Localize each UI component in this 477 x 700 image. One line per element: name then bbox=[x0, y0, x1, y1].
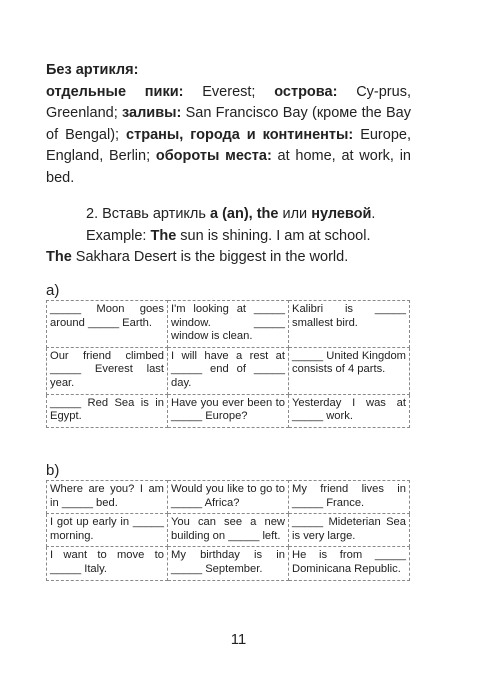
page-number: 11 bbox=[230, 631, 247, 648]
table-row bbox=[47, 394, 410, 427]
exercise-a-label: a) bbox=[46, 282, 60, 299]
exercise-b-label: b) bbox=[46, 462, 60, 479]
table-row bbox=[47, 547, 410, 580]
exercise-cell: _____ United Kingdom consists of 4 parts. bbox=[289, 347, 410, 394]
exercise-cell: Would you like to go to _____ Africa? bbox=[168, 481, 289, 514]
exercise-cell: Yesterday I was at _____ work. bbox=[289, 394, 410, 427]
rules-heading: Без артикля: bbox=[46, 62, 139, 78]
rule-label: страны, города и континенты: bbox=[126, 126, 354, 143]
task-example-cont bbox=[46, 247, 414, 269]
table-row bbox=[47, 514, 410, 547]
task-or: или bbox=[278, 206, 312, 222]
task-title bbox=[46, 204, 414, 226]
table-row bbox=[47, 481, 410, 514]
exercise-cell: _____ Red Sea is in Egypt. bbox=[47, 394, 168, 427]
exercise-cell: _____ Moon goes around _____ Earth. bbox=[47, 301, 168, 348]
task-example bbox=[46, 226, 414, 248]
exercise-a-table bbox=[46, 300, 410, 428]
rule-label: отдельные пики: bbox=[46, 83, 184, 100]
example-article: The bbox=[46, 249, 72, 265]
article-rules bbox=[46, 60, 411, 189]
exercise-cell: My birthday is in _____ September. bbox=[168, 547, 289, 580]
table-row bbox=[47, 347, 410, 394]
rules-body bbox=[46, 82, 411, 190]
example-sentence: sun is shining. I am at school. bbox=[176, 227, 371, 244]
exercise-cell: He is from _____ Dominicana Republic. bbox=[289, 547, 410, 580]
exercise-cell: I want to move to _____ Italy. bbox=[47, 547, 168, 580]
rule-text: Cy-prus, Greenland; bbox=[46, 83, 411, 121]
rule-label: обороты места: bbox=[155, 148, 272, 164]
exercise-cell: I got up early in _____ morning. bbox=[47, 514, 168, 547]
task-period: . bbox=[371, 206, 376, 222]
exercise-cell: Our friend climbed _____ Everest last year. bbox=[47, 347, 168, 394]
rule-text: Europe, England, Berlin; bbox=[46, 126, 411, 164]
exercise-cell: I will have a rest at _____ end of _____ day. bbox=[168, 347, 289, 394]
task-articles: a (an), the bbox=[209, 206, 279, 222]
rule-text: at home, at work, in bed. bbox=[46, 148, 411, 186]
task-intro: 2. Вставь артикль bbox=[86, 206, 210, 222]
rule-label: острова: bbox=[274, 83, 338, 100]
table-row bbox=[47, 301, 410, 348]
example-sentence: Sakhara Desert is the biggest in the world. bbox=[71, 249, 349, 265]
exercise-cell: I'm looking at _____ window. _____ window is clean. bbox=[168, 301, 289, 348]
exercise-b-table bbox=[46, 480, 410, 581]
task-instructions bbox=[46, 204, 414, 269]
exercise-cell: My friend lives in _____ France. bbox=[289, 481, 410, 514]
task-zero-article: нулевой bbox=[311, 206, 372, 222]
exercise-cell: Where are you? I am in _____ bed. bbox=[47, 481, 168, 514]
example-article: The bbox=[150, 227, 177, 244]
rule-text: San Francisco Bay (кроме the Bay of Bengal); bbox=[46, 105, 411, 143]
rule-label: заливы: bbox=[122, 105, 182, 121]
exercise-cell: You can see a new building on _____ left. bbox=[168, 514, 289, 547]
exercise-cell: Have you ever been to _____ Europe? bbox=[168, 394, 289, 427]
rule-text: Everest; bbox=[183, 83, 275, 100]
exercise-cell: _____ Mideterian Sea is very large. bbox=[289, 514, 410, 547]
example-label: Example: bbox=[86, 227, 151, 244]
exercise-cell: Kalibri is _____ smallest bird. bbox=[289, 301, 410, 348]
